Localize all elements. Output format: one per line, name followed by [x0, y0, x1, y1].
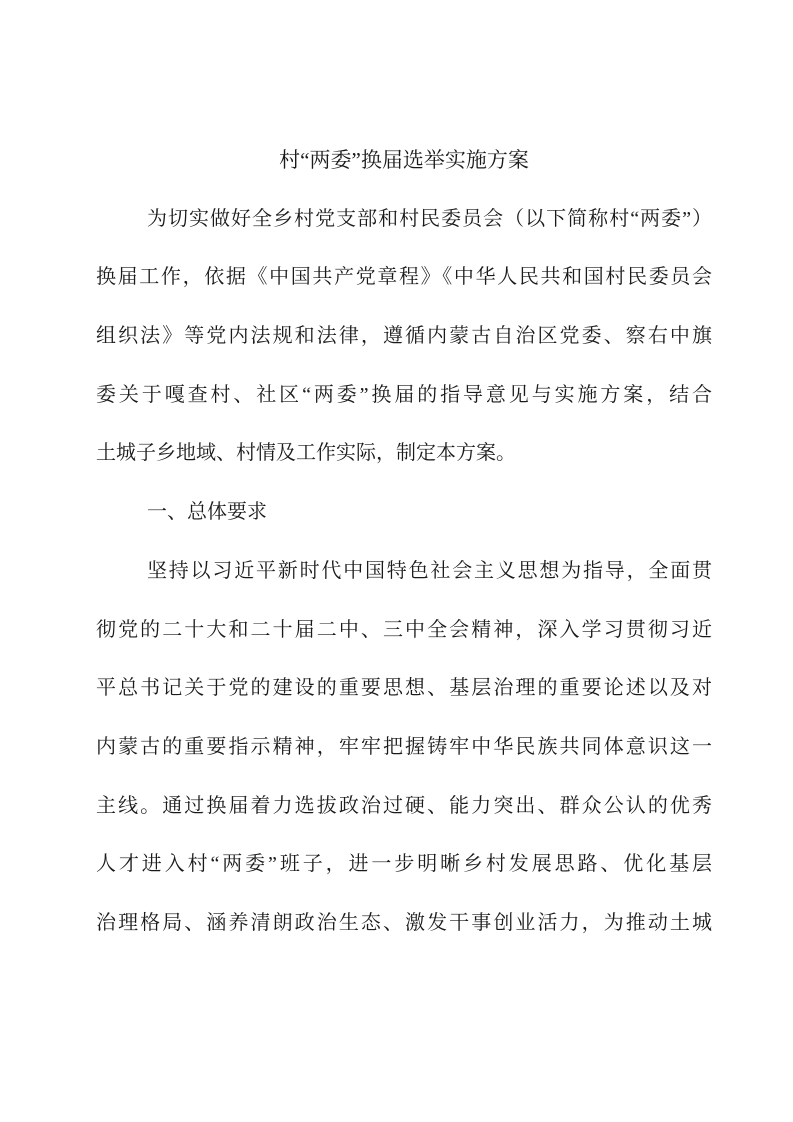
document-text-block: [96, 131, 712, 953]
section1-line-7: 治理格局、涵养清朗政治生态、激发干事创业活力，为推动土城: [96, 911, 712, 934]
document-title: 村“两委”换届选举实施方案: [279, 148, 529, 172]
section1-line-2: 彻党的二十大和二十届二中、三中全会精神，深入学习贯彻习近: [96, 618, 712, 641]
section1-line-6: 人才进入村“两委”班子，进一步明晰乡村发展思路、优化基层: [96, 853, 712, 876]
section1-line-3: 平总书记关于党的建设的重要思想、基层治理的重要论述以及对: [96, 677, 712, 700]
section1-line-4: 内蒙古的重要指示精神，牢牢把握铸牢中华民族共同体意识这一: [96, 735, 712, 758]
section1-line-5: 主线。通过换届着力选拔政治过硬、能力突出、群众公认的优秀: [96, 794, 712, 817]
paragraph1-line-3: 组织法》等党内法规和法律，遵循内蒙古自治区党委、察右中旗: [96, 325, 712, 348]
paragraph1-line-2: 换届工作，依据《中国共产党章程》《中华人民共和国村民委员会: [96, 266, 712, 289]
paragraph1-line-5: 土城子乡地域、村情及工作实际，制定本方案。: [96, 442, 516, 465]
paragraph1-line-1: 为切实做好全乡村党支部和村民委员会（以下简称村“两委”）: [147, 207, 712, 230]
section1-heading: 一、总体要求: [147, 501, 267, 524]
section1-line-1: 坚持以习近平新时代中国特色社会主义思想为指导，全面贯: [147, 559, 712, 582]
paragraph1-line-4: 委关于嘎查村、社区“两委”换届的指导意见与实施方案，结合: [96, 383, 712, 406]
